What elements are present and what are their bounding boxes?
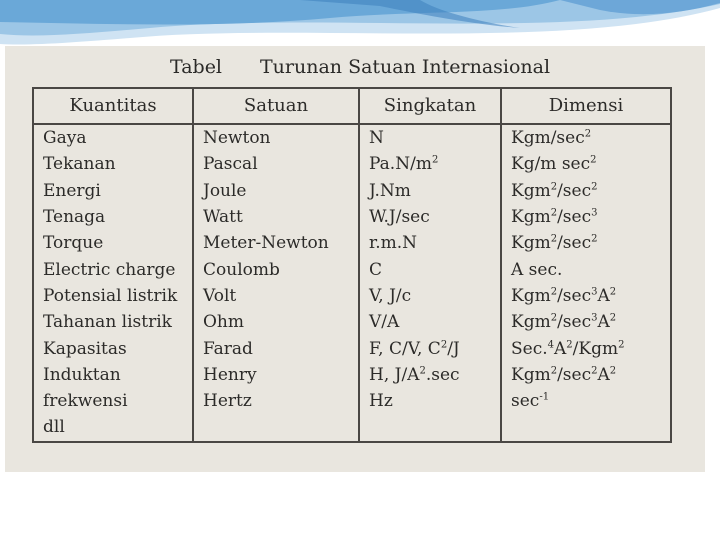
satuan-cell: Henry (193, 362, 359, 388)
table-row (33, 256, 671, 282)
kuantitas-cell: Kapasitas (33, 335, 193, 361)
kuantitas-cell: Tahanan listrik (33, 309, 193, 335)
singkatan-cell: J.Nm (359, 178, 501, 204)
table-row (33, 362, 671, 388)
singkatan-cell: C (359, 256, 501, 282)
table-row (33, 124, 671, 151)
satuan-cell: Coulomb (193, 256, 359, 282)
dimensi-cell: $Kgm^2/\sec^2A^2$ (501, 362, 671, 388)
table-row (33, 230, 671, 256)
dimensi-cell: Kgm/$\sec^2$ (501, 124, 671, 151)
satuan-cell: Ohm (193, 309, 359, 335)
table-row (33, 309, 671, 335)
singkatan-cell: r.m.N (359, 230, 501, 256)
table-row (33, 388, 671, 414)
table-title (170, 56, 590, 82)
kuantitas-cell: Tenaga (33, 204, 193, 230)
singkatan-cell: V, J/c (359, 283, 501, 309)
singkatan-cell: Hz (359, 388, 501, 414)
singkatan-cell: W.J/sec (359, 204, 501, 230)
kuantitas-cell: Gaya (33, 124, 193, 151)
satuan-cell: Pascal (193, 151, 359, 177)
dimensi-cell: $\sec^{-1}$ (501, 388, 671, 414)
singkatan-cell: $Pa.N/m^2$ (359, 151, 501, 177)
singkatan-cell: V/A (359, 309, 501, 335)
satuan-cell: Hertz (193, 388, 359, 414)
satuan-cell: Meter-Newton (193, 230, 359, 256)
dimensi-cell: $Kgm^2/\sec^2$ (501, 230, 671, 256)
kuantitas-cell: dll (33, 414, 193, 441)
kuantitas-cell: Energi (33, 178, 193, 204)
title-label: Tabel (170, 56, 223, 78)
dimensi-cell: $Kgm^2/\sec^3A^2$ (501, 309, 671, 335)
satuan-cell: Newton (193, 124, 359, 151)
dimensi-cell: $Kgm^2/\sec^3$ (501, 204, 671, 230)
kuantitas-cell: Induktan (33, 362, 193, 388)
kuantitas-cell: Electric charge (33, 256, 193, 282)
dimensi-cell: $Sec.^4A^2/Kgm^2$ (501, 335, 671, 361)
column-header-dimensi: Dimensi (501, 88, 671, 124)
satuan-cell (193, 414, 359, 441)
column-header-satuan: Satuan (193, 88, 359, 124)
dimensi-cell: $Kgm^2/\sec^2$ (501, 178, 671, 204)
satuan-cell: Watt (193, 204, 359, 230)
satuan-cell: Volt (193, 283, 359, 309)
table-row (33, 335, 671, 361)
table-row (33, 178, 671, 204)
table-row (33, 151, 671, 177)
kuantitas-cell: Tekanan (33, 151, 193, 177)
singkatan-cell (359, 414, 501, 441)
singkatan-cell: N (359, 124, 501, 151)
column-header-kuantitas: Kuantitas (33, 88, 193, 124)
satuan-cell: Farad (193, 335, 359, 361)
dimensi-cell: $Kgm^2/\sec^3A^2$ (501, 283, 671, 309)
table-row (33, 414, 671, 441)
title-text: Turunan Satuan Internasional (260, 56, 551, 78)
kuantitas-cell: frekwensi (33, 388, 193, 414)
dimensi-cell: Kg/m $\sec^2$ (501, 151, 671, 177)
dimensi-cell (501, 414, 671, 441)
column-header-singkatan: Singkatan (359, 88, 501, 124)
table-header-row (33, 88, 671, 124)
kuantitas-cell: Potensial listrik (33, 283, 193, 309)
dimensi-cell: A sec. (501, 256, 671, 282)
derived-units-table (32, 87, 672, 443)
table-row (33, 283, 671, 309)
kuantitas-cell: Torque (33, 230, 193, 256)
table-row (33, 204, 671, 230)
satuan-cell: Joule (193, 178, 359, 204)
singkatan-cell: H, $J/A^2.\sec$ (359, 362, 501, 388)
singkatan-cell: F, C/V, $C^2/J$ (359, 335, 501, 361)
